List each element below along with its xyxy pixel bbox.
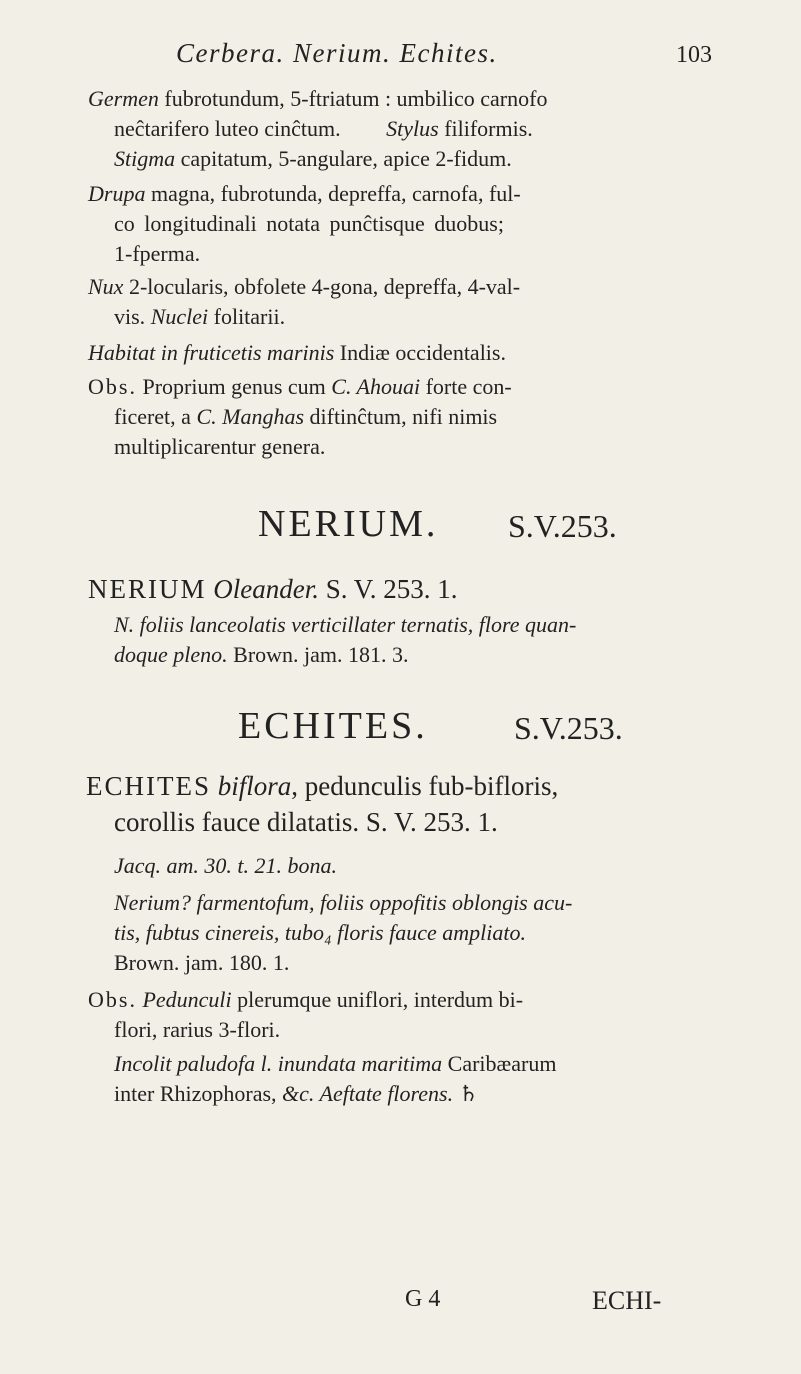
- citation: Brown. jam. 180. 1.: [114, 950, 290, 975]
- text: inter Rhizophoras,: [114, 1081, 283, 1106]
- citation: Jacq. am. 30. t. 21. bona.: [114, 853, 338, 878]
- text: plerumque uniflori, interdum bi-: [231, 987, 524, 1012]
- citation: Brown. jam. 181. 3.: [227, 642, 409, 667]
- text-line: [0, 1051, 801, 1077]
- signature-mark: G 4: [405, 1286, 441, 1312]
- perennial-symbol: ♄: [453, 1081, 479, 1106]
- habitat: Incolit paludofa l. inundata maritima: [114, 1051, 443, 1076]
- text: Indiæ occidentalis.: [334, 340, 506, 365]
- habitat: &c. Aeftate florens.: [282, 1081, 454, 1106]
- page-number: 103: [676, 42, 712, 68]
- text: diftinĉtum, nifi nimis: [304, 404, 498, 429]
- text: 2-locularis, obfolete 4-gona, depreffa, 4-val-: [123, 274, 521, 299]
- catchword: ECHI-: [592, 1286, 662, 1315]
- term: Pedunculi: [136, 987, 232, 1012]
- genus-name: NERIUM: [88, 574, 207, 604]
- text-line: [0, 304, 801, 330]
- text-line: [0, 116, 801, 142]
- term: Germen: [88, 86, 159, 111]
- text: magna, fubrotunda, depreffa, carnofa, ful-: [145, 181, 521, 206]
- text: vis.: [114, 304, 151, 329]
- text: corollis fauce dilatatis. S. V. 253. 1.: [114, 807, 498, 837]
- text: ficeret, a: [114, 404, 197, 429]
- text: neĉtarifero luteo cinĉtum.: [114, 116, 341, 141]
- text-line: [0, 806, 801, 838]
- genus-heading: ECHITES.: [238, 705, 428, 747]
- genus-name: ECHITES: [86, 771, 211, 801]
- term: Stylus: [386, 116, 439, 141]
- term: Nux: [88, 274, 124, 299]
- text-line: [0, 434, 801, 460]
- text-line: [0, 404, 801, 430]
- text-line: [0, 340, 801, 366]
- text: co longitudinali notata punĉtisque duobus;: [114, 211, 504, 236]
- text-line: [0, 1017, 801, 1043]
- description: tis, fubtus cinereis, tubo₄ floris fauce ampliato.: [114, 920, 526, 945]
- text-line: [0, 950, 801, 976]
- text: , pedunculis fub-bifloris,: [291, 771, 559, 801]
- text: flori, rarius 3-flori.: [114, 1017, 281, 1042]
- genus-reference: S.V.253.: [514, 710, 623, 746]
- text-line: [0, 181, 801, 207]
- term: Habitat in fruticetis marinis: [88, 340, 335, 365]
- text-line: [0, 211, 801, 237]
- text-line: [0, 86, 801, 112]
- text: Proprium genus cum: [136, 374, 332, 399]
- text: folitarii.: [208, 304, 286, 329]
- term: Drupa: [88, 181, 146, 206]
- genus-reference: S.V.253.: [508, 508, 617, 544]
- text: filiformis.: [438, 116, 533, 141]
- genus-heading: NERIUM.: [258, 503, 439, 545]
- text-line: [0, 274, 801, 300]
- text-line: [0, 853, 801, 879]
- text-line: [0, 987, 801, 1013]
- description: N. foliis lanceolatis verticillater ternatis, flore quan-: [114, 612, 577, 637]
- text-line: [0, 241, 801, 267]
- text: forte con-: [420, 374, 512, 399]
- text: capitatum, 5-angulare, apice 2-fidum.: [175, 146, 512, 171]
- text: Caribæarum: [442, 1051, 557, 1076]
- description: Nerium? farmentofum, foliis oppofitis oblongis acu-: [114, 890, 573, 915]
- obs-label: Obs.: [88, 374, 137, 399]
- term: C. Ahouai: [331, 374, 421, 399]
- text: S. V. 253. 1.: [318, 574, 458, 604]
- text-line: [0, 1081, 801, 1107]
- term: Stigma: [114, 146, 176, 171]
- species-name: biflora: [211, 771, 292, 801]
- species-entry: [0, 573, 801, 605]
- text: fubrotundum, 5-ftriatum : umbilico carnofo: [158, 86, 548, 111]
- species-name: Oleander.: [206, 574, 319, 604]
- description: doque pleno.: [114, 642, 228, 667]
- obs-label: Obs.: [88, 987, 137, 1012]
- species-entry: [0, 770, 801, 802]
- text-line: [0, 374, 801, 400]
- running-header: [0, 30, 801, 80]
- text-line: [0, 612, 801, 638]
- term: C. Manghas: [196, 404, 304, 429]
- text-line: [0, 642, 801, 668]
- text: 1-fperma.: [114, 241, 201, 266]
- text-line: [0, 920, 801, 946]
- running-title: Cerbera. Nerium. Echites.: [176, 38, 498, 68]
- text: multiplicarentur genera.: [114, 434, 326, 459]
- text-line: [0, 146, 801, 172]
- text-line: [0, 890, 801, 916]
- term: Nuclei: [150, 304, 209, 329]
